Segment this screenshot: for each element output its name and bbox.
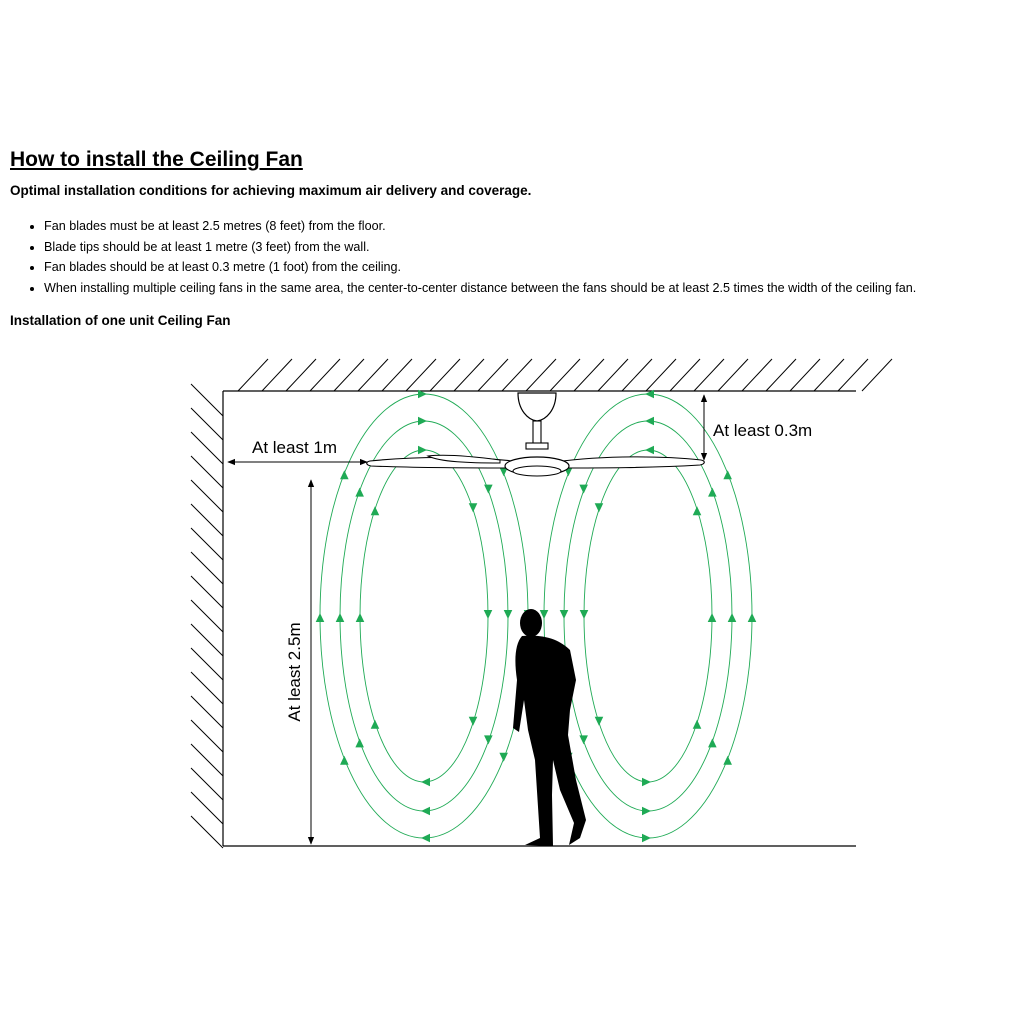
hatch-line — [502, 359, 532, 391]
requirement-ceiling-clearance: • Fan blades should be at least 0.3 metre (1 foot) from the ceiling. — [44, 257, 916, 278]
airflow-arrow — [340, 756, 349, 765]
hatch-line — [191, 624, 223, 656]
hatch-line — [191, 408, 223, 440]
airflow-arrow — [355, 488, 364, 497]
airflow-arrow — [693, 720, 702, 729]
airflow-arrow — [340, 470, 349, 479]
hatch-line — [191, 528, 223, 560]
airflow-arrow — [708, 738, 717, 747]
hatch-line — [191, 672, 223, 704]
airflow-arrow — [560, 610, 569, 619]
hatch-line — [790, 359, 820, 391]
hatch-line — [550, 359, 580, 391]
requirement-wall-clearance: • Blade tips should be at least 1 metre (3 feet) from the wall. — [44, 237, 916, 258]
hatch-line — [382, 359, 412, 391]
airflow-arrow — [355, 738, 364, 747]
airflow-arrow — [336, 613, 345, 622]
hatch-line — [191, 696, 223, 728]
hatch-line — [191, 792, 223, 824]
hatch-line — [766, 359, 796, 391]
airflow-arrow — [469, 503, 478, 512]
airflow-arrow — [484, 735, 493, 744]
airflow-loop — [584, 450, 712, 782]
hatch-line — [430, 359, 460, 391]
airflow-loop — [340, 421, 508, 811]
hatch-line — [478, 359, 508, 391]
airflow-arrow — [579, 485, 588, 494]
dimension-wall-clearance — [228, 438, 367, 462]
hatch-line — [526, 359, 556, 391]
hatch-line — [238, 359, 268, 391]
ceiling-fan-icon — [367, 393, 705, 476]
airflow-arrow — [579, 735, 588, 744]
hatch-line — [191, 720, 223, 752]
hatch-line — [191, 648, 223, 680]
airflow-arrow — [642, 807, 651, 816]
hatch-line — [742, 359, 772, 391]
airflow-arrow — [723, 756, 732, 765]
dimension-floor-clearance — [285, 480, 311, 844]
airflow-arrow — [421, 778, 430, 787]
hatch-line — [574, 359, 604, 391]
hatch-line — [670, 359, 700, 391]
requirement-multiple-fans-spacing: • When installing multiple ceiling fans in the same area, the center-to-center distance between the fans should be at least 2.5 times the width of the ceiling fan. — [44, 278, 916, 299]
section-title: Installation of one unit Ceiling Fan — [10, 313, 231, 328]
wall-hatch — [191, 384, 223, 848]
fan-canopy — [518, 393, 556, 421]
airflow-arrow — [708, 488, 717, 497]
airflow-arrow — [642, 834, 651, 843]
airflow-arrow — [595, 503, 604, 512]
hatch-line — [454, 359, 484, 391]
hatch-line — [646, 359, 676, 391]
hatch-line — [191, 480, 223, 512]
airflow-loop — [564, 421, 732, 811]
airflow-arrow — [642, 778, 651, 787]
hatch-line — [191, 456, 223, 488]
floor-clearance-label: At least 2.5m — [285, 622, 304, 722]
hatch-line — [406, 359, 436, 391]
airflow-arrow — [708, 613, 717, 622]
airflow-arrow — [316, 613, 325, 622]
hatch-line — [862, 359, 892, 391]
wall-clearance-label: At least 1m — [252, 438, 338, 457]
airflow-arrow — [371, 506, 380, 515]
airflow-arrow — [418, 446, 427, 455]
airflow-arrow — [504, 610, 513, 619]
hatch-line — [191, 552, 223, 584]
hatch-line — [838, 359, 868, 391]
hatch-line — [598, 359, 628, 391]
airflow-arrow — [645, 446, 654, 455]
airflow-arrow — [595, 717, 604, 726]
airflow-arrow — [469, 717, 478, 726]
hatch-line — [191, 504, 223, 536]
airflow-arrow — [484, 610, 493, 619]
ceiling-hatch — [238, 359, 892, 391]
hatch-line — [191, 816, 223, 848]
hatch-line — [191, 600, 223, 632]
airflow-arrow — [484, 485, 493, 494]
hatch-line — [191, 384, 223, 416]
airflow-arrow — [421, 807, 430, 816]
ceiling-clearance-label: At least 0.3m — [713, 421, 813, 440]
airflow-arrow — [748, 613, 757, 622]
hatch-line — [694, 359, 724, 391]
fan-blade-right — [555, 457, 704, 468]
person-head — [520, 609, 542, 637]
airflow-arrow — [418, 417, 427, 426]
airflow-arrow — [693, 506, 702, 515]
page-title: How to install the Ceiling Fan — [10, 148, 303, 171]
hatch-line — [191, 768, 223, 800]
hatch-line — [262, 359, 292, 391]
fan-collar — [526, 443, 548, 449]
airflow-arrow — [356, 613, 365, 622]
airflow-arrow — [499, 753, 508, 762]
airflow-arrow — [421, 834, 430, 843]
airflow-arrow — [728, 613, 737, 622]
hatch-line — [358, 359, 388, 391]
hatch-line — [622, 359, 652, 391]
hatch-line — [718, 359, 748, 391]
airflow-arrow — [580, 610, 589, 619]
hatch-line — [310, 359, 340, 391]
airflow-loop — [360, 450, 488, 782]
airflow-arrow — [723, 470, 732, 479]
airflow-arrow — [371, 720, 380, 729]
airflow-arrow — [645, 417, 654, 426]
dimension-ceiling-clearance — [704, 395, 812, 460]
hatch-line — [286, 359, 316, 391]
fan-downrod — [533, 421, 541, 445]
person-silhouette — [513, 609, 586, 846]
hatch-line — [334, 359, 364, 391]
fan-motor-cap — [513, 466, 561, 476]
person-body — [513, 636, 586, 846]
page-subtitle: Optimal installation conditions for achieving maximum air delivery and coverage. — [10, 183, 532, 198]
hatch-line — [191, 432, 223, 464]
hatch-line — [814, 359, 844, 391]
hatch-line — [191, 576, 223, 608]
requirement-floor-clearance: • Fan blades must be at least 2.5 metres (8 feet) from the floor. — [44, 216, 916, 237]
hatch-line — [191, 744, 223, 776]
